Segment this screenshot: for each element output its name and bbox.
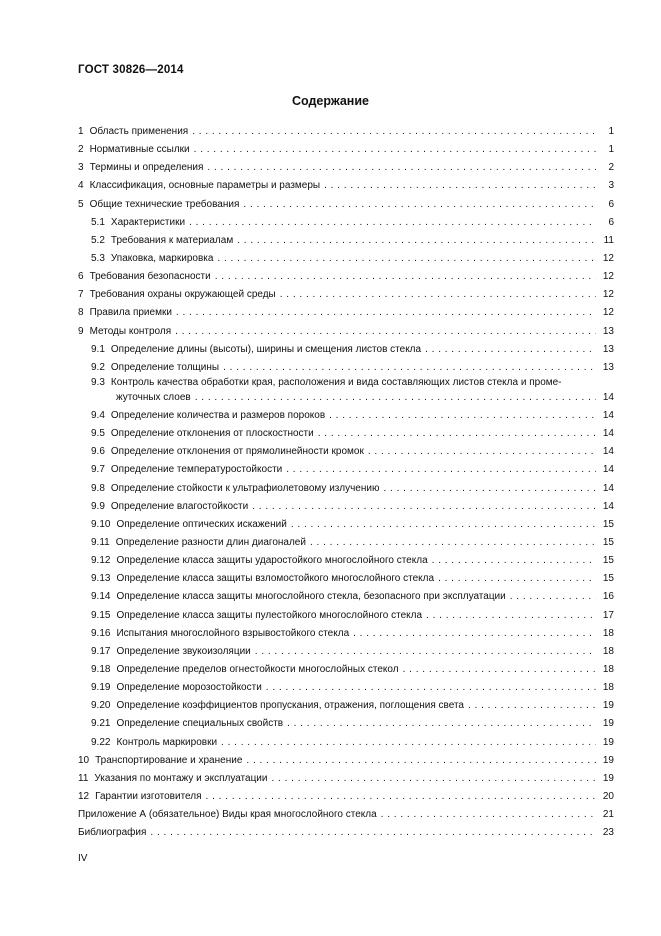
- document-code: ГОСТ 30826—2014: [78, 64, 184, 76]
- toc-entry-page: 18: [602, 682, 614, 694]
- dot-leader: [280, 286, 596, 304]
- toc-entry-page: 19: [602, 772, 614, 784]
- toc-entry-title: Транспортирование и хранение: [95, 754, 243, 766]
- dot-leader: [237, 232, 596, 250]
- toc-entry-number: 9: [78, 325, 84, 337]
- dot-leader: [215, 268, 596, 286]
- toc-entry[interactable]: [78, 770, 614, 788]
- toc-entry[interactable]: [78, 607, 614, 625]
- toc-entry-title: Область применения: [89, 126, 189, 137]
- toc-entry[interactable]: [78, 377, 614, 407]
- toc-entry[interactable]: [78, 625, 614, 643]
- toc-entry-page: 16: [602, 591, 614, 603]
- toc-entry[interactable]: [78, 516, 614, 534]
- toc-entry-page: 6: [608, 198, 614, 210]
- toc-entry-title: Требования безопасности: [89, 271, 211, 283]
- toc-entry[interactable]: [78, 141, 614, 159]
- toc-entry-number: 6: [78, 271, 84, 283]
- toc-entry-number: 9.17: [91, 645, 111, 657]
- toc-entry-number: 9.20: [91, 700, 111, 712]
- toc-entry-page: 17: [602, 609, 614, 621]
- dot-leader: [324, 177, 596, 195]
- toc-entry-page: 1: [608, 144, 614, 156]
- toc-entry[interactable]: [78, 443, 614, 461]
- toc-entry-number: 9.6: [91, 446, 105, 458]
- toc-entry-page: 1: [608, 126, 614, 137]
- toc-entry-number: 5.3: [91, 252, 105, 264]
- toc-entry-title: Определение разности длин диагоналей: [115, 536, 306, 548]
- toc-entry[interactable]: [78, 679, 614, 697]
- toc-entry-page: 12: [602, 307, 614, 319]
- toc-entry-number: 9.14: [91, 591, 111, 603]
- toc-entry[interactable]: [78, 661, 614, 679]
- toc-entry-title: Определение длины (высоты), ширины и смещения листов стекла: [110, 343, 422, 355]
- toc-entry-title: Определение класса защиты взломостойкого многослойного стекла: [116, 573, 435, 585]
- dot-leader: [206, 788, 596, 806]
- toc-entry-number: 9.18: [91, 663, 111, 675]
- toc-entry-number: 9.15: [91, 609, 111, 621]
- toc-entry-number: 9.11: [91, 536, 110, 548]
- dot-leader: [286, 461, 596, 479]
- dot-leader: [176, 304, 596, 322]
- toc-entry-title: Нормативные ссылки: [89, 144, 190, 156]
- dot-leader: [221, 734, 596, 752]
- toc-entry-title: Классификация, основные параметры и размеры: [89, 180, 321, 192]
- dot-leader: [381, 806, 596, 824]
- toc-entry-page: 14: [602, 409, 614, 421]
- dot-leader: [318, 425, 596, 443]
- dot-leader: [255, 643, 596, 661]
- toc-entry-title: Определение отклонения от плоскостности: [110, 428, 314, 440]
- toc-entry[interactable]: [78, 498, 614, 516]
- toc-entry-page: 19: [602, 754, 614, 766]
- toc-entry[interactable]: [78, 268, 614, 286]
- toc-entry-title: Определение звукоизоляции: [116, 645, 251, 657]
- toc-entry-page: 14: [602, 391, 614, 403]
- toc-entry-title: Упаковка, маркировка: [110, 252, 214, 264]
- toc-entry-title: Требования охраны окружающей среды: [89, 289, 276, 301]
- toc-entry-page: 12: [602, 289, 614, 301]
- table-of-contents: [78, 123, 614, 842]
- toc-entry-page: 21: [602, 809, 614, 821]
- toc-entry[interactable]: [78, 304, 614, 322]
- dot-leader: [252, 498, 596, 516]
- dot-leader: [310, 534, 596, 552]
- toc-entry-page: 15: [602, 536, 614, 548]
- toc-entry-title: Контроль качества обработки края, расположения и вида составляющих листов стекла и проме-: [110, 376, 562, 388]
- toc-entry-page: 19: [602, 700, 614, 712]
- toc-entry-title: Требования к материалам: [110, 234, 234, 246]
- toc-entry-title: Указания по монтажу и эксплуатации: [94, 772, 268, 784]
- toc-entry-page: 14: [602, 446, 614, 458]
- toc-entry[interactable]: [78, 824, 614, 842]
- dot-leader: [271, 770, 596, 788]
- dot-leader: [510, 588, 596, 606]
- toc-entry-title: Определение класса защиты многослойного стекла, безопасного при эксплуатации: [116, 591, 506, 603]
- toc-entry-page: 13: [602, 325, 614, 337]
- toc-entry-page: 6: [608, 216, 614, 228]
- toc-entry-number: 9.22: [91, 736, 111, 748]
- toc-entry-page: 15: [602, 573, 614, 585]
- toc-entry-title: Определение влагостойкости: [110, 500, 249, 512]
- toc-entry-title: Правила приемки: [89, 307, 172, 319]
- toc-entry[interactable]: [78, 196, 614, 214]
- toc-entry-page: 20: [602, 790, 614, 802]
- toc-entry-page: 12: [602, 271, 614, 283]
- toc-entry[interactable]: [78, 123, 614, 141]
- toc-entry-number: 9.8: [91, 482, 105, 494]
- page-number: IV: [78, 853, 88, 864]
- toc-entry-page: 14: [602, 428, 614, 440]
- toc-entry-number: 3: [78, 162, 84, 174]
- toc-entry-number: 4: [78, 180, 84, 192]
- toc-entry[interactable]: [78, 806, 614, 824]
- toc-entry[interactable]: [78, 461, 614, 479]
- toc-entry-title: Испытания многослойного взрывостойкого стекла: [116, 627, 350, 639]
- toc-entry-title: Определение стойкости к ультрафиолетовому излучению: [110, 482, 380, 494]
- toc-entry[interactable]: [78, 552, 614, 570]
- toc-entry-page: 19: [602, 736, 614, 748]
- toc-entry-page: 18: [602, 663, 614, 675]
- dot-leader: [223, 359, 596, 377]
- dot-leader: [438, 570, 596, 588]
- toc-entry[interactable]: [78, 250, 614, 268]
- toc-entry-number: 7: [78, 289, 84, 301]
- dot-leader: [291, 516, 596, 534]
- toc-entry-page: 13: [602, 343, 614, 355]
- dot-leader: [175, 323, 596, 341]
- toc-entry[interactable]: [78, 323, 614, 341]
- toc-entry-title: Гарантии изготовителя: [95, 790, 202, 802]
- toc-entry-page: 13: [602, 361, 614, 373]
- toc-entry-title: Термины и определения: [89, 162, 204, 174]
- toc-entry-title: Определение количества и размеров пороков: [110, 409, 326, 421]
- toc-entry[interactable]: [78, 534, 614, 552]
- toc-entry-page: 15: [602, 518, 614, 530]
- toc-entry[interactable]: [78, 788, 614, 806]
- toc-entry[interactable]: [78, 425, 614, 443]
- dot-leader: [243, 196, 596, 214]
- toc-entry[interactable]: [78, 214, 614, 232]
- toc-entry-page: 14: [602, 464, 614, 476]
- toc-entry-number: 9.5: [91, 428, 105, 440]
- toc-entry-number: 9.2: [91, 361, 105, 373]
- toc-entry-page: 2: [608, 162, 614, 174]
- dot-leader: [368, 443, 596, 461]
- toc-entry-number: 9.10: [91, 518, 111, 530]
- toc-entry[interactable]: [78, 359, 614, 377]
- toc-entry-number: 11: [78, 772, 89, 784]
- toc-entry-page: 15: [602, 555, 614, 567]
- toc-entry-page: 19: [602, 718, 614, 730]
- toc-entry-number: 9.16: [91, 627, 111, 639]
- toc-entry[interactable]: [78, 734, 614, 752]
- dot-leader: [194, 141, 596, 159]
- toc-entry-number: 12: [78, 790, 90, 802]
- toc-entry[interactable]: [78, 715, 614, 733]
- dot-leader: [329, 407, 596, 425]
- dot-leader: [287, 715, 596, 733]
- toc-entry-number: 2: [78, 144, 84, 156]
- toc-entry-title: Определение коэффициентов пропускания, отражения, поглощения света: [116, 700, 464, 712]
- toc-entry-title: Общие технические требования: [89, 198, 240, 210]
- dot-leader: [383, 480, 596, 498]
- toc-entry-title: Определение класса защиты пулестойкого многослойного стекла: [116, 609, 423, 621]
- toc-entry-number: 10: [78, 754, 90, 766]
- toc-entry-number: 9.1: [91, 343, 105, 355]
- toc-entry-title: Определение оптических искажений: [116, 518, 287, 530]
- dot-leader: [150, 824, 596, 842]
- dot-leader: [432, 552, 596, 570]
- toc-entry-title: Определение пределов огнестойкости многослойных стекол: [116, 663, 399, 675]
- toc-entry-title: Библиография: [78, 827, 147, 839]
- toc-entry-number: 9.3: [91, 376, 105, 388]
- dot-leader: [403, 661, 596, 679]
- toc-entry-title: Определение толщины: [110, 361, 220, 373]
- toc-entry[interactable]: [78, 286, 614, 304]
- toc-entry[interactable]: [78, 232, 614, 250]
- dot-leader: [192, 123, 596, 141]
- toc-entry-page: 23: [602, 827, 614, 839]
- toc-entry-page: 14: [602, 482, 614, 494]
- toc-entry-number: 9.13: [91, 573, 111, 585]
- toc-entry[interactable]: [78, 643, 614, 661]
- toc-entry-number: 5.1: [91, 216, 105, 228]
- toc-entry[interactable]: [78, 341, 614, 359]
- toc-entry-number: 1: [78, 126, 84, 137]
- toc-entry-page: 14: [602, 500, 614, 512]
- toc-entry[interactable]: [78, 697, 614, 715]
- toc-entry-number: 8: [78, 307, 84, 319]
- toc-entry-page: 18: [602, 627, 614, 639]
- page-title: Содержание: [291, 94, 369, 108]
- toc-entry-number: 9.21: [91, 718, 111, 730]
- dot-leader: [189, 214, 596, 232]
- toc-entry-page: 12: [602, 252, 614, 264]
- toc-entry[interactable]: [78, 480, 614, 498]
- toc-entry-number: 9.9: [91, 500, 105, 512]
- toc-entry-page: 18: [602, 645, 614, 657]
- toc-entry-title: Определение морозостойкости: [116, 682, 262, 694]
- toc-entry[interactable]: [78, 570, 614, 588]
- toc-entry-number: 5: [78, 198, 84, 210]
- toc-entry-number: 9.19: [91, 682, 111, 694]
- toc-entry[interactable]: [78, 588, 614, 606]
- dot-leader: [468, 697, 596, 715]
- toc-entry-page: 3: [608, 180, 614, 192]
- toc-entry-title-continued: жуточных слоев: [116, 391, 191, 403]
- toc-entry-title: Характеристики: [110, 216, 186, 228]
- dot-leader: [426, 607, 596, 625]
- toc-entry-title: Методы контроля: [89, 325, 172, 337]
- toc-entry[interactable]: [78, 159, 614, 177]
- toc-entry-title: Определение класса защиты ударостойкого многослойного стекла: [116, 555, 428, 567]
- dot-leader: [207, 159, 596, 177]
- dot-leader: [425, 341, 596, 359]
- dot-leader: [266, 679, 596, 697]
- toc-entry-title: Определение специальных свойств: [116, 718, 284, 730]
- toc-entry-number: 5.2: [91, 234, 105, 246]
- dot-leader: [246, 752, 596, 770]
- toc-entry-number: 9.7: [91, 464, 105, 476]
- dot-leader: [217, 250, 596, 268]
- toc-entry[interactable]: [78, 752, 614, 770]
- toc-entry-page: 11: [603, 234, 614, 246]
- dot-leader: [353, 625, 596, 643]
- toc-entry-title: Приложение А (обязательное) Виды края многослойного стекла: [78, 809, 377, 821]
- dot-leader: [195, 389, 596, 407]
- toc-entry[interactable]: [78, 407, 614, 425]
- toc-entry-number: 9.4: [91, 409, 105, 421]
- toc-entry-title: Контроль маркировки: [116, 736, 218, 748]
- toc-entry-number: 9.12: [91, 555, 111, 567]
- toc-entry[interactable]: [78, 177, 614, 195]
- toc-entry-title: Определение отклонения от прямолинейности кромок: [110, 446, 364, 458]
- toc-entry-title: Определение температуростойкости: [110, 464, 283, 476]
